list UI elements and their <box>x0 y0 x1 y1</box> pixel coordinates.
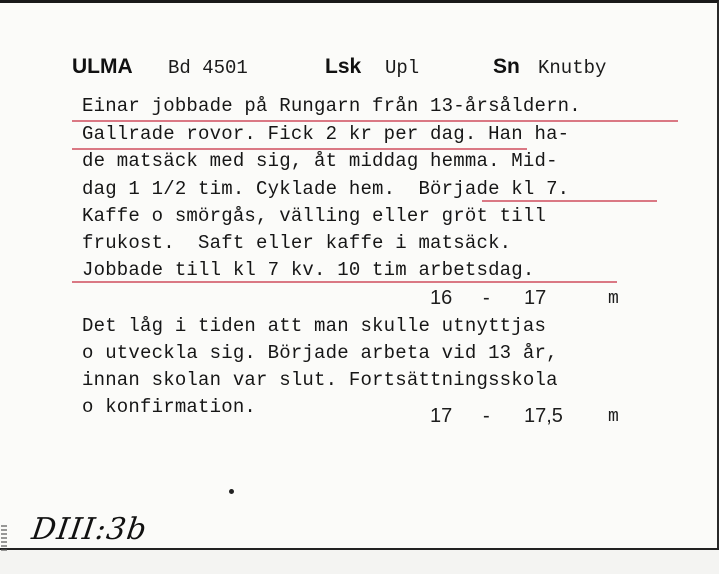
text-line: innan skolan var slut. Fortsättningsskola <box>82 369 558 391</box>
card-edge <box>0 548 719 550</box>
text-line: o konfirmation. <box>82 396 257 418</box>
measure-dash: - <box>483 287 490 309</box>
underline-mark <box>482 200 657 202</box>
text-line: dag 1 1/2 tim. Cyklade hem. Började kl 7. <box>82 178 570 200</box>
county-value: Upl <box>385 57 420 79</box>
parish-value: Knutby <box>538 57 607 79</box>
measure-to: 17 <box>524 287 547 309</box>
text-line: de matsäck med sig, åt middag hemma. Mid- <box>82 150 558 172</box>
county-label: Lsk <box>325 55 362 78</box>
text-line: Gallrade rovor. Fick 2 kr per dag. Han ha- <box>82 123 570 145</box>
measure-from: 17 <box>430 405 453 427</box>
text-line: Jobbade till kl 7 kv. 10 tim arbetsdag. <box>82 259 535 281</box>
underline-mark <box>72 281 617 283</box>
ink-dot <box>229 489 234 494</box>
scan-edge-mark <box>1 525 7 551</box>
underline-mark <box>72 120 678 122</box>
measure-unit: m <box>608 407 619 427</box>
parish-label: Sn <box>493 55 520 78</box>
archive-name: ULMA <box>72 55 133 78</box>
handwritten-signum: DIII:3b <box>29 512 150 547</box>
archive-number: Bd 4501 <box>168 57 248 79</box>
text-line: Einar jobbade på Rungarn från 13-årsåldern. <box>82 95 581 117</box>
measure-from: 16 <box>430 287 453 309</box>
measure-dash: - <box>483 405 490 427</box>
text-line: Det låg i tiden att man skulle utnyttjas <box>82 315 547 337</box>
text-line: o utveckla sig. Började arbeta vid 13 år, <box>82 342 558 364</box>
measure-unit: m <box>608 289 619 309</box>
measure-to: 17,5 <box>524 405 563 427</box>
text-line: frukost. Saft eller kaffe i matsäck. <box>82 232 512 254</box>
text-line: Kaffe o smörgås, välling eller gröt till <box>82 205 547 227</box>
